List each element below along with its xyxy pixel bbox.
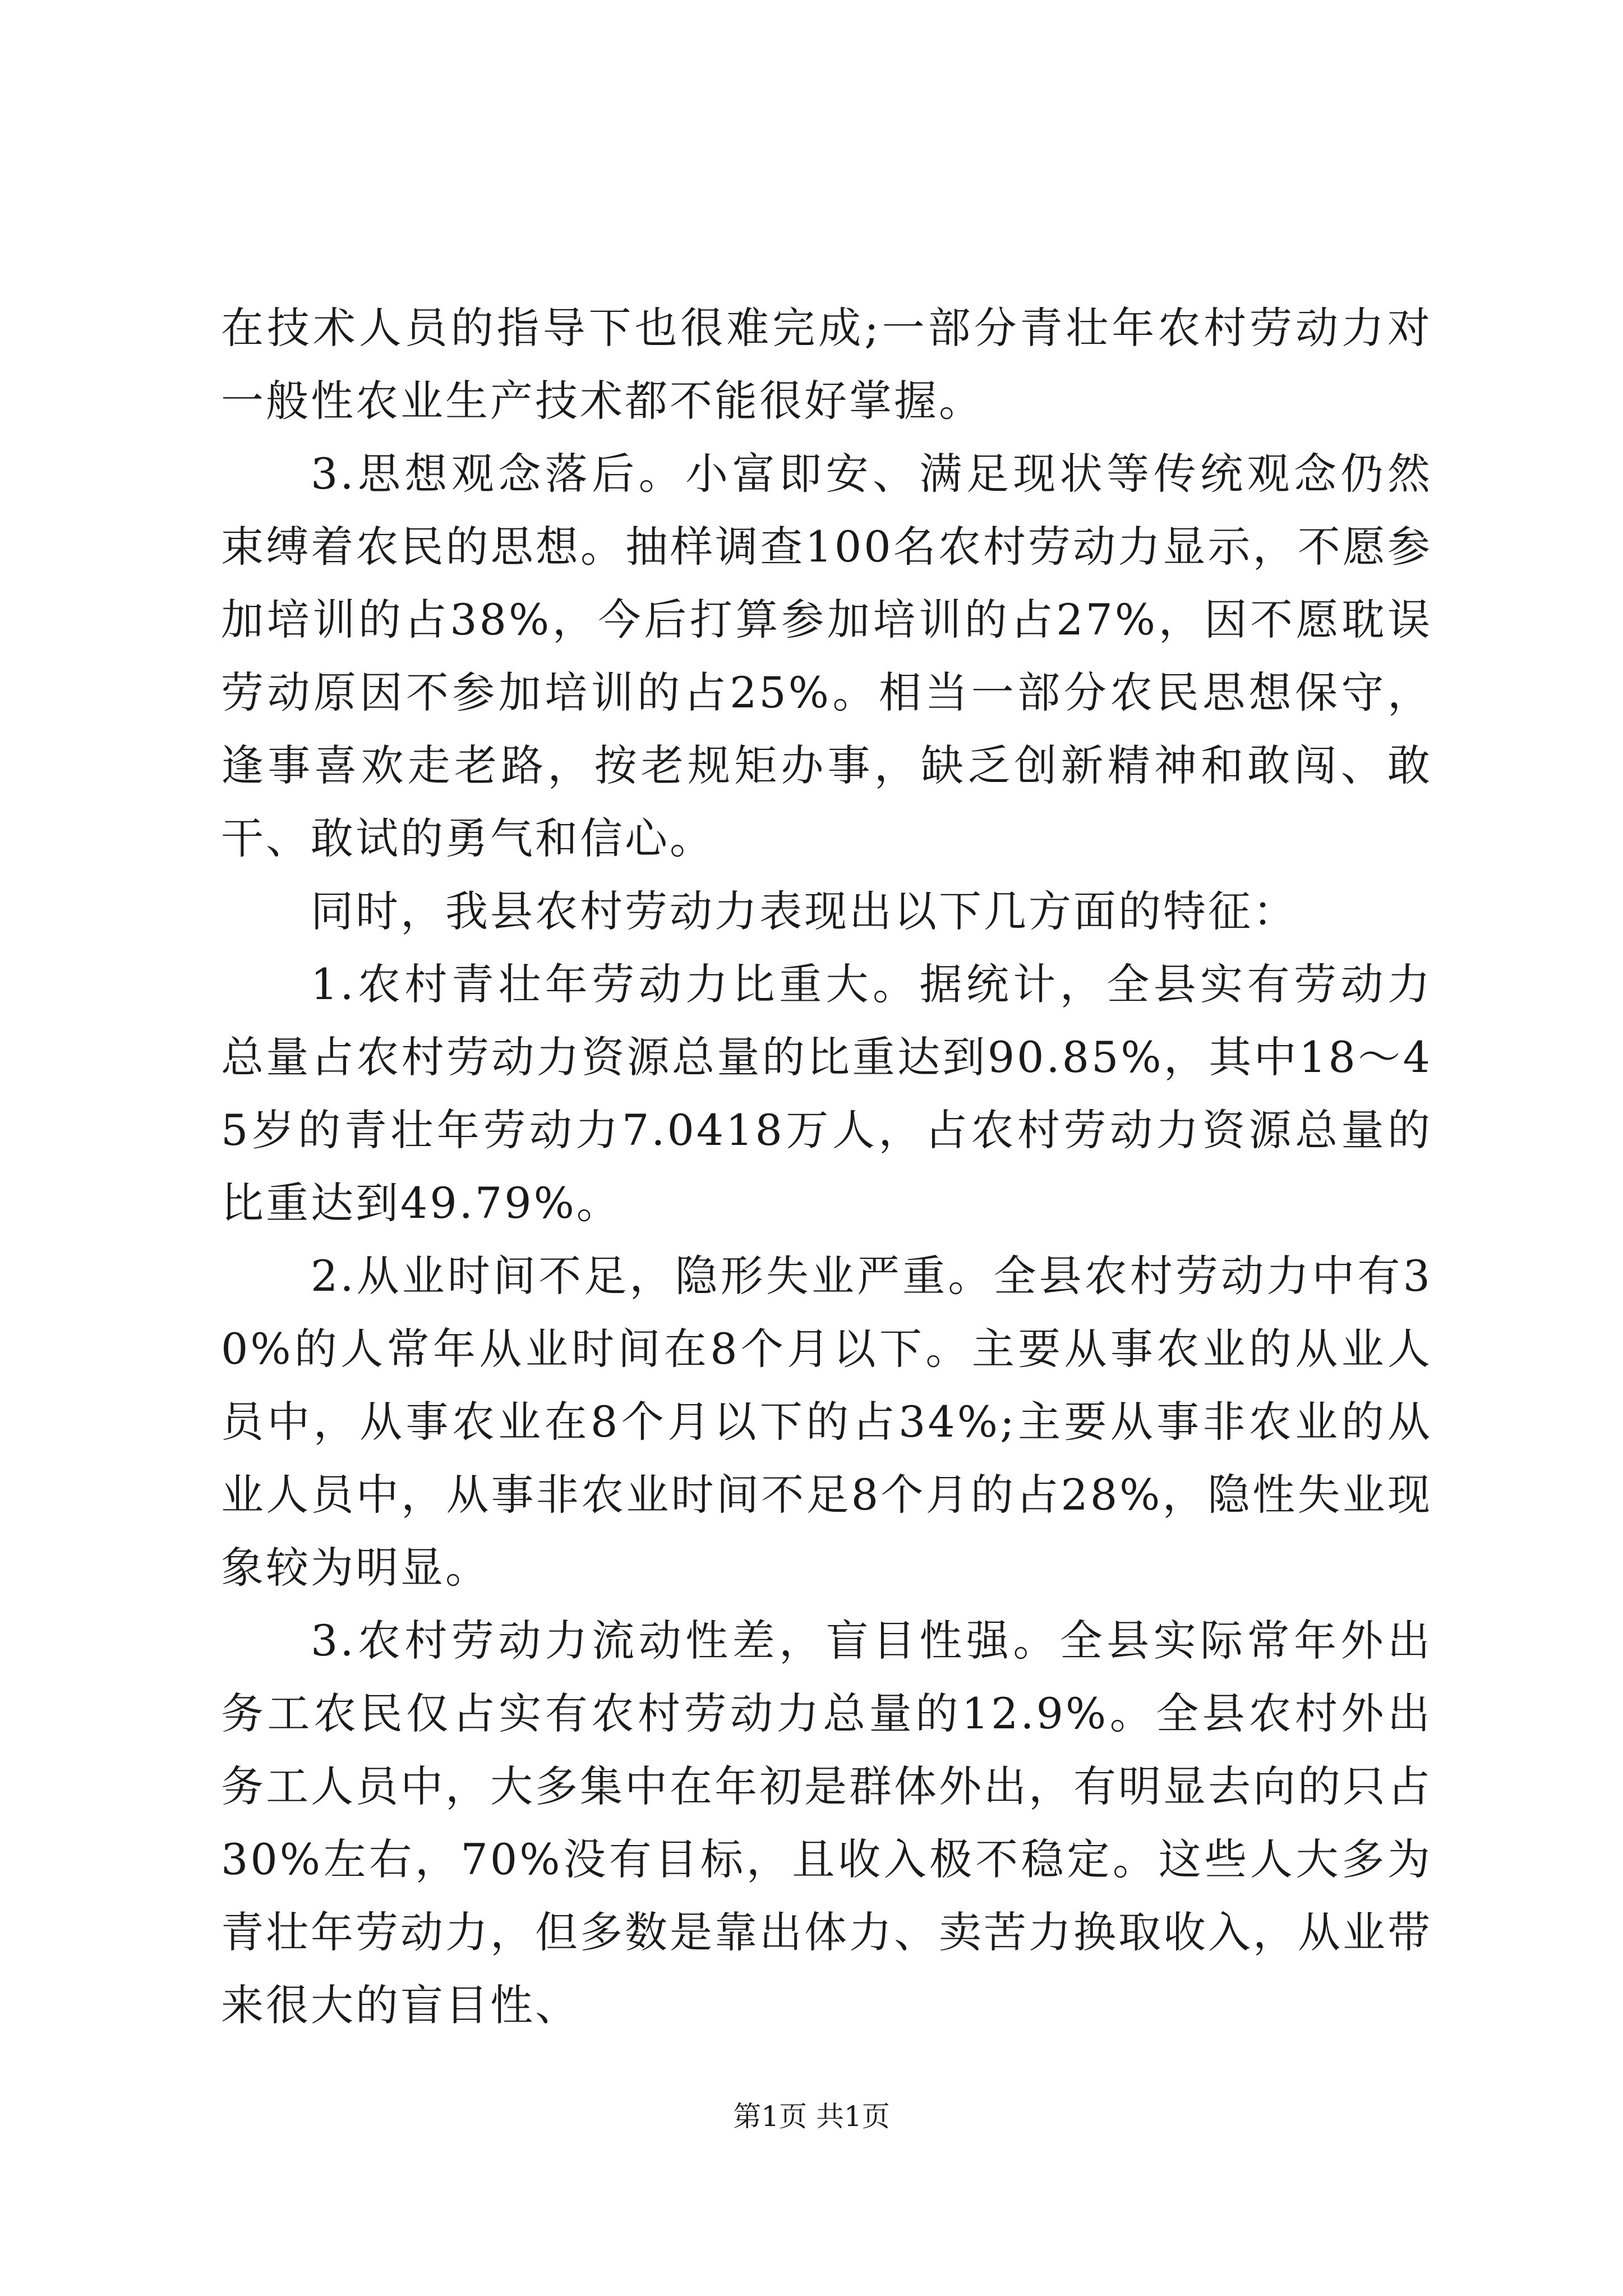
page-footer: 第1页 共1页 bbox=[733, 2100, 890, 2133]
paragraph-item-3-mindset: 3.思想观念落后。小富即安、满足现状等传统观念仍然束缚着农民的思想。抽样调查100名农村劳动力显示，不愿参加培训的占38%，今后打算参加培训的占27%，因不愿耽误劳动原因不参加培训的占25%。相当一部分农民思想保守，逢事喜欢走老路，按老规矩办事，缺乏创新精神和敢闯、敢干、敢试的勇气和信心。 bbox=[221, 449, 1432, 863]
paragraph-continuation: 在技术人员的指导下也很难完成;一部分青壮年农村劳动力对一般性农业生产技术都不能很好掌握。 bbox=[221, 303, 1432, 426]
paragraph-item-1-labor-share: 1.农村青壮年劳动力比重大。据统计，全县实有劳动力总量占农村劳动力资源总量的比重达到90.85%，其中18～45岁的青壮年劳动力7.0418万人，占农村劳动力资源总量的比重达到49.79%。 bbox=[221, 959, 1432, 1228]
paragraph-intro-features: 同时，我县农村劳动力表现出以下几方面的特征： bbox=[311, 886, 1298, 936]
paragraph-item-3-mobility: 3.农村劳动力流动性差，盲目性强。全县实际常年外出务工农民仅占实有农村劳动力总量的12.9%。全县农村外出务工人员中，大多集中在年初是群体外出，有明显去向的只占30%左右，70%没有目标，且收入极不稳定。这些人大多为青壮年劳动力，但多数是靠出体力、卖苦力换取收入，从业带来很大的盲目性、 bbox=[221, 1616, 1432, 2030]
document-body bbox=[221, 292, 1432, 2042]
paragraph-item-2-employment-time: 2.从业时间不足，隐形失业严重。全县农村劳动力中有30%的人常年从业时间在8个月以下。主要从事农业的从业人员中，从事农业在8个月以下的占34%;主要从事非农业的从业人员中，从事非农业时间不足8个月的占28%，隐性失业现象较为明显。 bbox=[221, 1251, 1432, 1593]
